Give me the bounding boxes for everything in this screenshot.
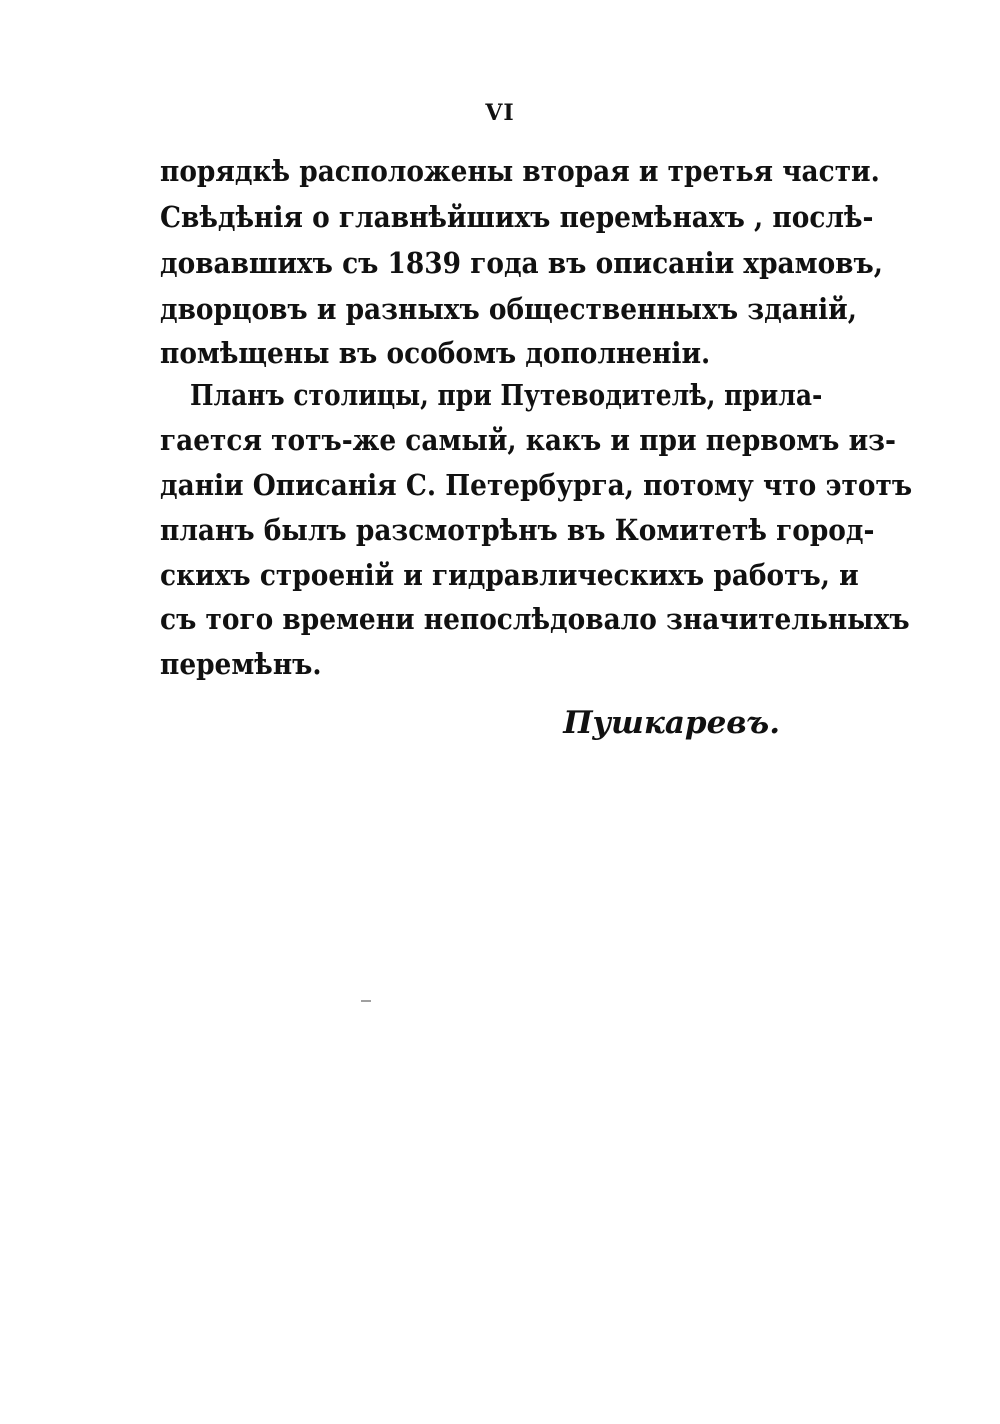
text-line: Свѣдѣнія о главнѣйшихъ перемѣнахъ , послѣ-	[160, 200, 874, 234]
page-number: VI	[485, 100, 515, 126]
text-line: порядкѣ расположены вторая и третья части.	[160, 154, 880, 188]
text-line: Планъ столицы, при Путеводителѣ, прила-	[190, 378, 823, 412]
text-line: даніи Описанія С. Петербурга, потому что этотъ	[160, 468, 913, 502]
text-line: планъ былъ разсмотрѣнъ въ Комитетѣ город-	[160, 513, 875, 547]
text-line: скихъ строеній и гидравлическихъ работъ, и	[160, 558, 859, 592]
author-signature: Пушкаревъ.	[563, 705, 780, 741]
text-line: перемѣнъ.	[160, 647, 322, 681]
text-line: дворцовъ и разныхъ общественныхъ зданій,	[160, 292, 857, 326]
text-line: съ того времени непослѣдовало значительныхъ	[160, 602, 910, 636]
stray-mark	[361, 1000, 371, 1002]
text-line: помѣщены въ особомъ дополненіи.	[160, 336, 711, 370]
text-line: довавшихъ съ 1839 года въ описаніи храмовъ,	[160, 246, 883, 280]
text-line: гается тотъ-же самый, какъ и при первомъ из-	[160, 423, 896, 457]
